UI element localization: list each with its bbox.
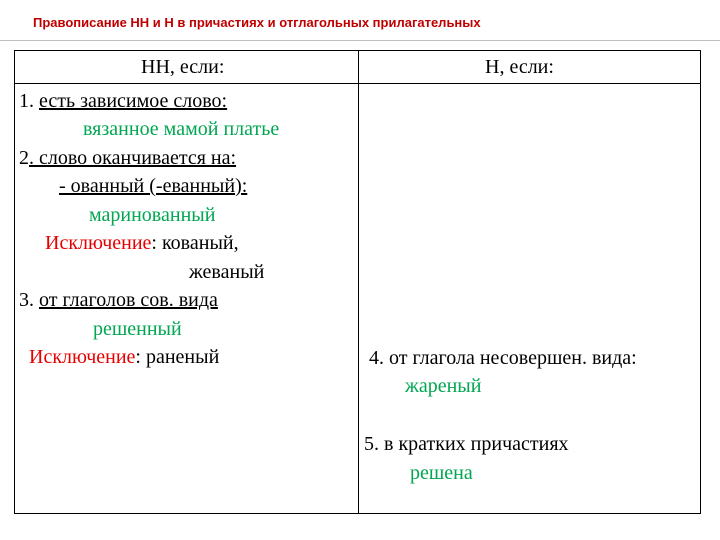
rule-3-exception-text: : раненый bbox=[135, 346, 220, 368]
slide-title: Правописание НН и Н в причастиях и отглагольных прилагательных bbox=[33, 15, 481, 30]
header-nn: НН, если: bbox=[141, 56, 225, 78]
rule-1-number: 1. bbox=[19, 90, 39, 112]
rule-3-text: от глаголов сов. вида bbox=[39, 289, 218, 311]
rule-2-exception-label: Исключение bbox=[45, 232, 152, 254]
rule-3-exception-label: Исключение bbox=[29, 346, 136, 368]
header-n: Н, если: bbox=[485, 56, 554, 78]
rule-2-number: 2 bbox=[19, 147, 29, 169]
rule-2 bbox=[19, 148, 236, 168]
rule-4-example: жареный bbox=[405, 375, 482, 397]
header-divider bbox=[15, 83, 700, 84]
rule-1-text: есть зависимое слово: bbox=[39, 90, 228, 112]
rule-4: 4. от глагола несовершен. вида: bbox=[369, 347, 637, 369]
rule-5-example: решена bbox=[410, 462, 473, 484]
title-divider bbox=[0, 40, 720, 41]
rule-2-exception bbox=[45, 233, 239, 253]
rule-5: 5. в кратких причастиях bbox=[364, 433, 569, 455]
rule-1-example: вязанное мамой платье bbox=[83, 118, 280, 140]
rules-table bbox=[14, 50, 701, 514]
rule-2-example: маринованный bbox=[89, 204, 216, 226]
column-divider bbox=[358, 51, 359, 513]
rule-2-exception-word1: : кованый, bbox=[151, 232, 239, 254]
rule-2-exception-word2: жеваный bbox=[189, 261, 265, 283]
rule-2-suffix: - ованный (-еванный): bbox=[59, 175, 248, 197]
rule-1 bbox=[19, 91, 227, 111]
rule-3 bbox=[19, 290, 218, 310]
rule-3-exception bbox=[29, 347, 219, 367]
rule-3-number: 3. bbox=[19, 289, 39, 311]
rule-2-text: . слово оканчивается на: bbox=[29, 147, 237, 169]
rule-3-example: решенный bbox=[93, 318, 182, 340]
